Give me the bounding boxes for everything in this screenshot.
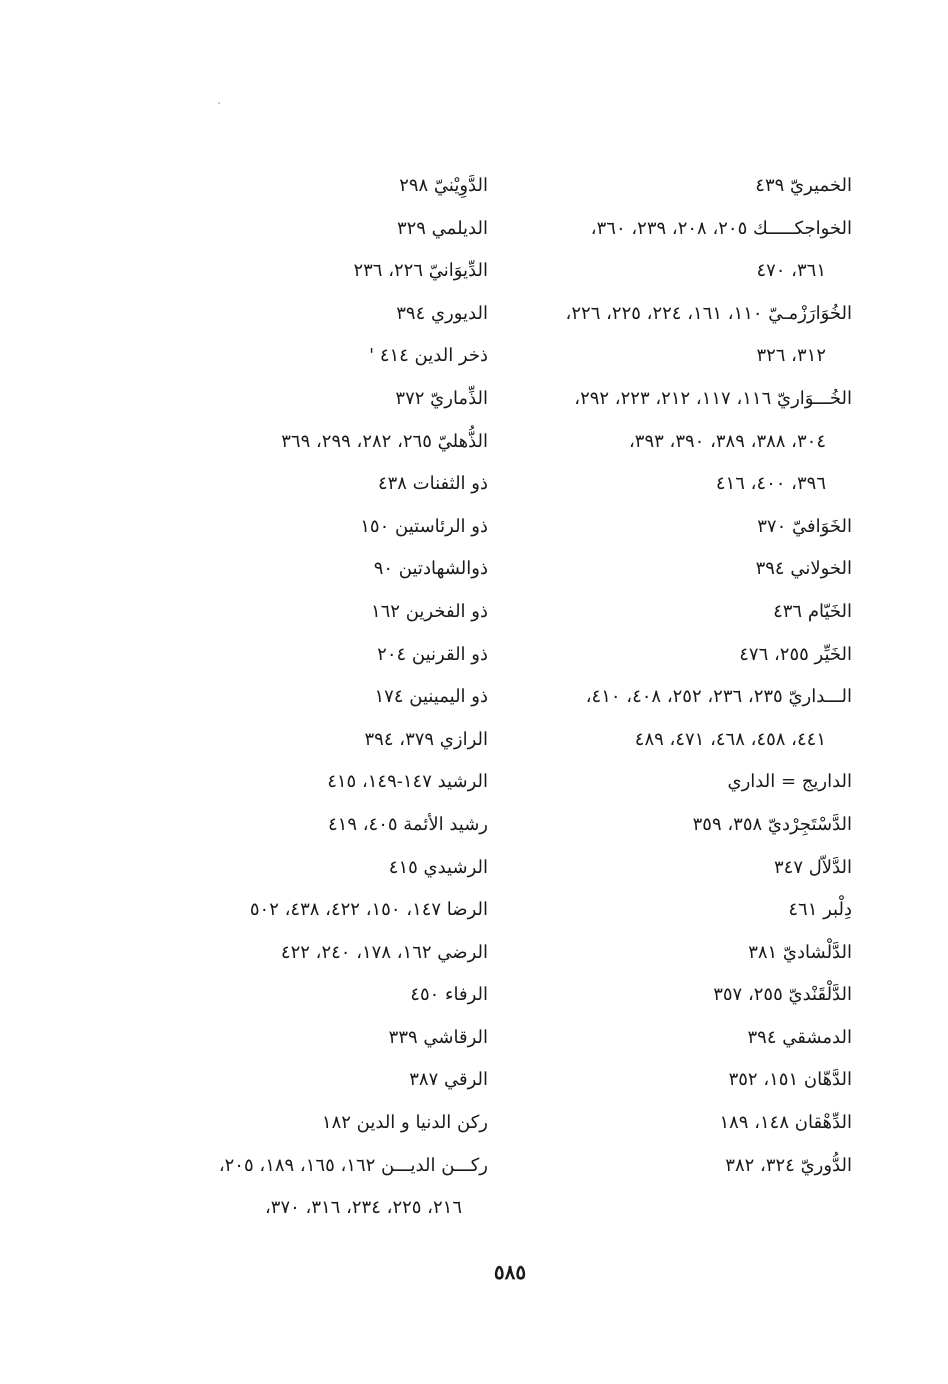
index-entry: الرقاشي ٣٣٩ — [388, 1026, 488, 1048]
index-entry: الخميريّ ٤٣٩ — [755, 175, 852, 196]
index-entry: الدِّهْقان ١٤٨، ١٨٩ — [719, 1112, 852, 1134]
index-entry-continuation: ٣٠٤، ٣٨٨، ٣٨٩، ٣٩٠، ٣٩٣، — [628, 430, 826, 452]
index-entry: الذُّهليّ ٢٦٥، ٢٨٢، ٢٩٩، ٣٦٩ — [281, 430, 488, 452]
index-entry: دِلْبر ٤٦١ — [788, 899, 852, 921]
index-entry: ذو القرنين ٢٠٤ — [377, 643, 488, 665]
index-entry: ذو الفخرين ١٦٢ — [370, 600, 488, 622]
index-entry: ذو اليمينين ١٧٤ — [374, 686, 488, 708]
index-entry: الرشيدي ٤١٥ — [388, 856, 488, 878]
index-entry: ذو الثفنات ٤٣٨ — [377, 473, 488, 495]
index-entry: ركن الدنيا و الدين ١٨٢ — [321, 1112, 488, 1134]
index-entry-continuation: ٣٩٦، ٤٠٠، ٤١٦ — [715, 473, 826, 495]
index-entry: ذو الرئاستين ١٥٠ — [360, 515, 488, 537]
index-entry: الذِّماريّ ٣٧٢ — [395, 387, 488, 409]
index-entry-continuation: ٣٦١، ٤٧٠ — [756, 260, 826, 282]
index-column-right — [512, 165, 852, 1187]
index-entry: الرضا ١٤٧، ١٥٠، ٤٢٢، ٤٣٨، ٥٠٢ — [249, 899, 488, 921]
index-entry: الرضي ١٦٢، ١٧٨، ٢٤٠، ٤٢٢ — [280, 941, 488, 963]
index-entry: ذوالشهادتين ٩٠ — [373, 558, 488, 580]
index-entry: الدَّلاّل ٣٤٧ — [773, 856, 852, 878]
page-number: ٥٨٥ — [493, 1260, 527, 1284]
index-entry: الدِّيوَانيّ ٢٢٦، ٢٣٦ — [353, 260, 488, 282]
index-entry: الرازي ٣٧٩، ٣٩٤ — [364, 728, 488, 750]
index-entry: الخَيّام ٤٣٦ — [773, 600, 852, 622]
index-entry: الدمشقي ٣٩٤ — [747, 1026, 852, 1048]
index-entry: ذخر الدين ٤١٤ ' — [369, 345, 488, 367]
index-entry-continuation: ٢١٦، ٢٢٥، ٢٣٤، ٣١٦، ٣٧٠، — [264, 1197, 462, 1219]
index-entry: رشيد الأئمة ٤٠٥، ٤١٩ — [328, 813, 488, 835]
index-entry-continuation: ٤٤١، ٤٥٨، ٤٦٨، ٤٧١، ٤٨٩ — [634, 728, 826, 750]
index-entry: الخُوَارَزْمـيّ ١١٠، ١٦١، ٢٢٤، ٢٢٥، ٢٢٦، — [565, 302, 852, 324]
index-entry: الديوري ٣٩٤ — [396, 302, 488, 324]
index-entry: الدَّلْشاديّ ٣٨١ — [748, 941, 852, 963]
index-entry: الرشيد ١٤٧-١٤٩، ٤١٥ — [327, 771, 488, 793]
index-entry: الرفاء ٤٥٠ — [410, 984, 488, 1006]
index-column-left — [158, 165, 488, 1230]
index-entry: الـــداريّ ٢٣٥، ٢٣٦، ٢٥٢، ٤٠٨، ٤١٠، — [585, 686, 852, 708]
index-entry: الخَيِّر ٢٥٥، ٤٧٦ — [739, 643, 852, 665]
index-entry: الدَّلْقَنْديّ ٢٥٥، ٣٥٧ — [713, 984, 852, 1006]
index-entry: ركـــن الديـــن ١٦٢، ١٦٥، ١٨٩، ٢٠٥، — [218, 1154, 488, 1176]
scan-speck — [218, 102, 220, 104]
index-entry: الخولاني ٣٩٤ — [755, 558, 852, 580]
index-entry: الداريج = الداري — [727, 771, 852, 793]
index-entry: الديلمي ٣٢٩ — [396, 217, 488, 239]
index-entry: الرقي ٣٨٧ — [409, 1069, 488, 1091]
index-entry: الخُـــوَاريّ ١١٦، ١١٧، ٢١٢، ٢٢٣، ٢٩٢، — [574, 387, 852, 409]
index-entry-continuation: ٣١٢، ٣٢٦ — [756, 345, 826, 367]
index-entry: الدَّوِيْنيّ ٢٩٨ — [399, 175, 488, 196]
index-entry: الدَّسْتَجِرْديّ ٣٥٨، ٣٥٩ — [692, 813, 852, 835]
index-entry: الدَّهّان ١٥١، ٣٥٢ — [728, 1069, 852, 1091]
index-entry: الخواجكـــــك ٢٠٥، ٢٠٨، ٢٣٩، ٣٦٠، — [590, 217, 852, 239]
index-entry: الدُّوريّ ٣٢٤، ٣٨٢ — [725, 1154, 852, 1176]
index-entry: الخَوَافيّ ٣٧٠ — [757, 515, 852, 537]
